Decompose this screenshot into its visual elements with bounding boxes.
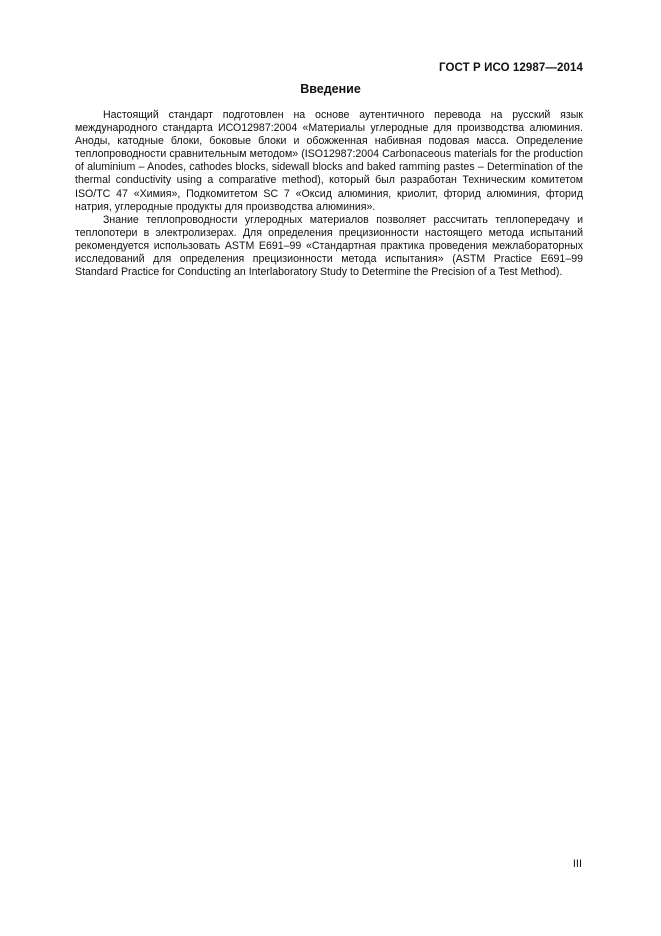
page-number: III bbox=[572, 858, 582, 870]
paragraph-1: Настоящий стандарт подготовлен на основе аутентичного перевода на русский язык международного стандарта ИСО12987:2004 «Материалы углеродные для производства алюминия. Аноды, катодные блоки, боковые блоки и обожженная набивная подовая масса. Определение теплопроводности сравнительным методом» (ISO12987:2004 Carbonaceous materials for the production of aluminium – Anodes, cathodes blocks, sidewall blocks and baked ramming pastes – Determination of the thermal conductivity using a comparative method), который был разработан Техническим комитетом ISO/TC 47 «Химия», Подкомитетом SC 7 «Оксид алюминия, криолит, фторид алюминия, фторид натрия, углеродные продукты для производства алюминия». bbox=[75, 109, 583, 213]
body-text bbox=[75, 109, 583, 279]
section-title: Введение bbox=[300, 82, 361, 96]
document-code: ГОСТ Р ИСО 12987—2014 bbox=[438, 62, 583, 74]
paragraph-2: Знание теплопроводности углеродных материалов позволяет рассчитать теплопередачу и теплопотери в электролизерах. Для определения прецизионности настоящего метода испытаний рекомендуется использовать ASTM E691–99 «Стандартная практика проведения межлабораторных исследований для определения прецизионности метода испытания» (ASTM Practice E691–99 Standard Practice for Conducting an Interlaboratory Study to Determine the Precision of a Test Method). bbox=[75, 213, 583, 279]
